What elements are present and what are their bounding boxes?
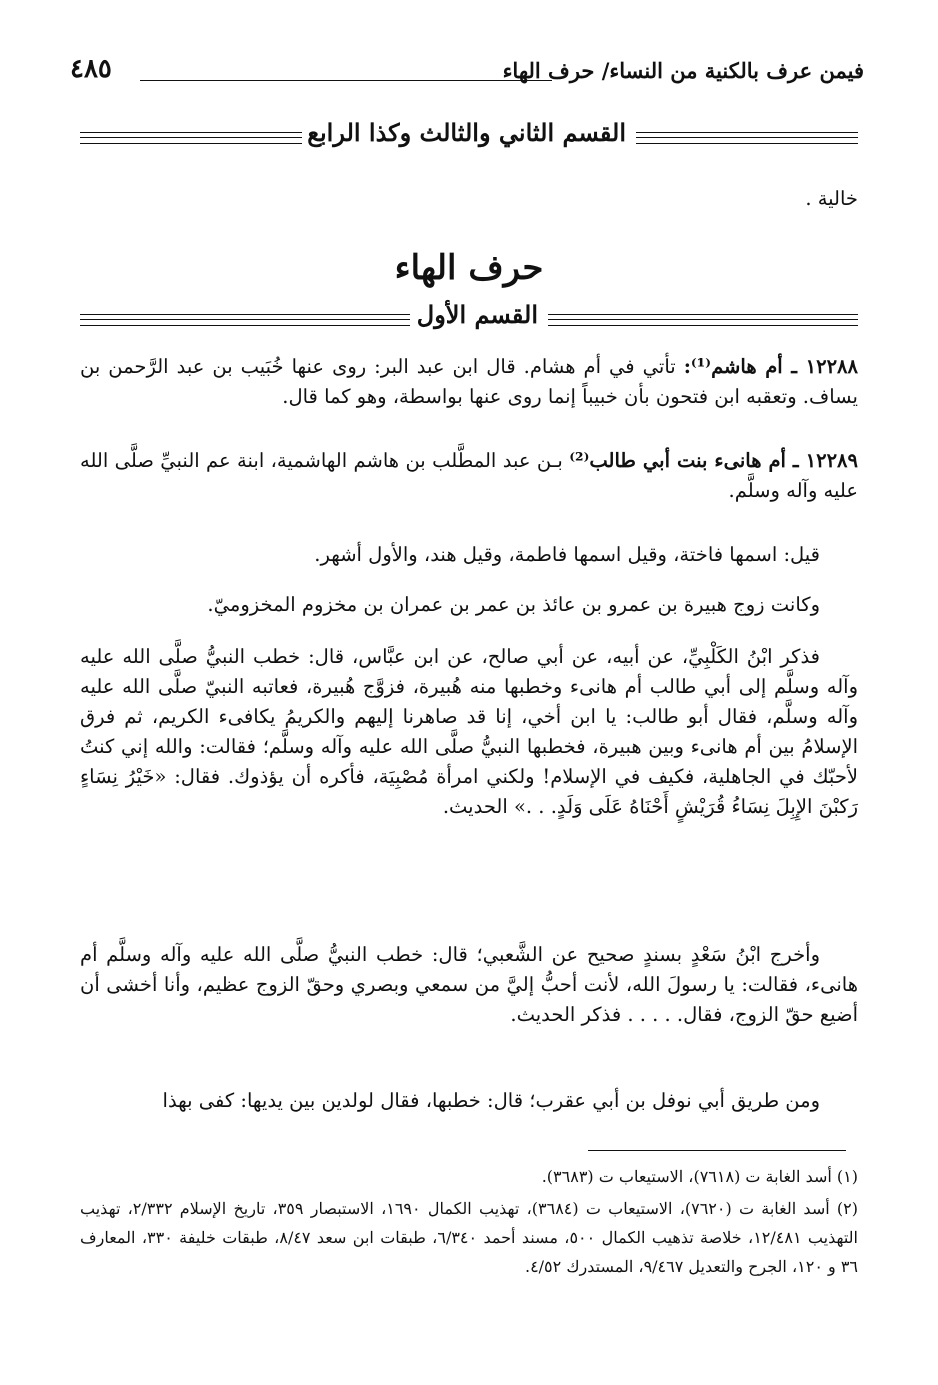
chapter-section-title: القسم الأول xyxy=(416,300,538,329)
paragraph: قيل: اسمها فاختة، وقيل اسمها فاطمة، وقيل هند، والأول أشهر. xyxy=(314,543,820,566)
chapter-rule-left xyxy=(80,314,410,326)
entry-text: تأتي في أم هشام. قال ابن عبد البر: روى عنها خُبَيب بن عبد الرَّحمن بن يساف. وتعقبه ابن فتحون بأن خبيباً إنما روى عنها بواسطة، وهو كما قال. xyxy=(80,355,858,408)
running-title: فيمن عرف بالكنية من النساء/ حرف الهاء xyxy=(502,58,864,83)
entry-text: بـن عبد المطَّلب بن هاشم الهاشمية، ابنة عم النبيِّ صلَّى الله عليه وآله وسلَّم. xyxy=(80,449,858,502)
entry-12289 xyxy=(80,446,858,506)
paragraph: ومن طريق أبي نوفل بن أبي عقرب؛ قال: خطبها، فقال لولدين بين يديها: كفى بهذا xyxy=(162,1089,820,1112)
footnote-rule xyxy=(588,1150,846,1151)
section-rule-left xyxy=(80,132,302,144)
paragraph: وكانت زوج هبيرة بن عمرو بن عائذ بن عمر بن عمران بن مخزوم المخزوميّ. xyxy=(207,593,820,616)
entry-heading: ١٢٢٨٨ ـ أم هاشم⁽¹⁾: xyxy=(683,355,858,378)
footnote-2: (٢) أسد الغابة ت (٧٦٢٠)، الاستيعاب ت (٣٦٨٤)، تهذيب الكمال ١٦٩٠، الاستبصار ٣٥٩، تاريخ الإسلام ٢/٣٣٢، تهذيب التهذيب ١٢/٤٨١، خلاصة تذهيب الكمال ٥٠٠، مسند أحمد ٦/٣٤٠، طبقات ابن سعد ٨/٤٧، طبقات خليفة ٣٣٠، المعارف ٣٦ و ١٢٠، الجرح والتعديل ٩/٤٦٧، المستدرك ٤/٥٢. xyxy=(80,1199,858,1276)
section-title: القسم الثاني والثالث وكذا الرابع xyxy=(307,118,626,147)
paragraph: وأخرج ابْنُ سَعْدٍ بسندٍ صحيح عن الشَّعبي؛ قال: خطب النبيُّ صلَّى الله عليه وآله وسلَّم أم هانىء، فقالت: يا رسولَ الله، لأنت أحبُّ إليَّ من سمعي وبصري وحقّ الزوج عظيم، وأنا أخشى أن أضيع حقّ الزوج، فقال. . . . . فذكر الحديث. xyxy=(80,943,858,1026)
chapter-title: حرف الهاء xyxy=(394,248,544,288)
header-rule xyxy=(140,80,552,81)
footnote-1: (١) أسد الغابة ت (٧٦١٨)، الاستيعاب ت (٣٦٨٣). xyxy=(541,1167,858,1186)
paragraph: فذكر ابْنُ الكَلْبِيِّ، عن أبيه، عن أبي صالح، عن ابن عبَّاس، قال: خطب النبيُّ صلَّى الله عليه وآله وسلَّم إلى أبي طالب أم هانىء وخطبها منه هُبيرة، فزوَّج هُبيرة، فعاتبه النبيّ صلَّى الله عليه وآله وسلَّم، فقال أبو طالب: يا ابن أخي، إنا قد صاهرنا إليهم والكريمُ يكافىء الكريم، ثم فرق الإسلامُ بين أم هانىء وبين هبيرة، فخطبها النبيُّ صلَّى الله عليه وآله وسلَّم؛ فقالت: والله إني كنتُ لأحبّك في الجاهلية، فكيف في الإسلام! ولكني امرأة مُصْبِيَة، فأكره أن يؤذوك. فقال: «خَيْرُ نِسَاءٍ رَكبْنَ الإِبِلَ نِسَاءُ قُرَيْشٍ أَحْنَاهُ عَلَى وَلَدٍ. . .» الحديث. xyxy=(80,645,858,818)
page-number: ٤٨٥ xyxy=(70,54,112,84)
empty-section-note: خالية . xyxy=(805,187,858,210)
chapter-rule-right xyxy=(548,314,858,326)
entry-12288 xyxy=(80,352,858,412)
entry-heading: ١٢٢٨٩ ـ أم هانىء بنت أبي طالب⁽²⁾ xyxy=(569,449,858,472)
running-header xyxy=(70,54,864,92)
section-rule-right xyxy=(636,132,858,144)
